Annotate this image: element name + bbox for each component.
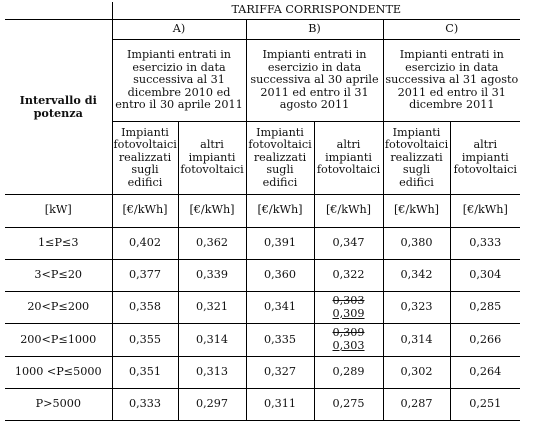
tariff-c2: 0,285 bbox=[450, 292, 520, 324]
power-range: 1≤P≤3 bbox=[5, 227, 112, 259]
tariff-c2: 0,304 bbox=[450, 259, 520, 291]
group-b-description: Impianti entrati in esercizio in data successiva al 30 aprile 2011 ed entro il 31 agosto 2011 bbox=[246, 39, 383, 121]
tariff-b2: 0,289 bbox=[314, 356, 383, 388]
group-letter-row bbox=[5, 19, 520, 39]
tariff-b2: 0,275 bbox=[314, 388, 383, 420]
tariff-b2: 0,347 bbox=[314, 227, 383, 259]
table-row bbox=[5, 324, 520, 356]
tariff-b2-struck-value: 0,309 bbox=[332, 326, 365, 340]
tariff-a2: 0,339 bbox=[178, 259, 246, 291]
group-c-letter: C) bbox=[383, 19, 520, 39]
tariff-a1: 0,358 bbox=[112, 292, 178, 324]
tariff-a1: 0,333 bbox=[112, 388, 178, 420]
tariff-c1: 0,342 bbox=[383, 259, 450, 291]
unit-b2: [€/kWh] bbox=[314, 194, 383, 227]
tariff-b2-amended bbox=[314, 324, 383, 356]
tariff-a1: 0,377 bbox=[112, 259, 178, 291]
power-interval-header-text: Intervallo di potenza bbox=[19, 93, 97, 120]
tariff-table bbox=[5, 2, 520, 421]
tariff-c2: 0,266 bbox=[450, 324, 520, 356]
power-range: P>5000 bbox=[5, 388, 112, 420]
group-c-sub-buildings: Impianti fotovoltaici realizzati sugli edifici bbox=[383, 122, 450, 194]
tariff-b2: 0,322 bbox=[314, 259, 383, 291]
table-title: TARIFFA CORRISPONDENTE bbox=[112, 2, 520, 19]
tariff-c1: 0,287 bbox=[383, 388, 450, 420]
tariff-a1: 0,402 bbox=[112, 227, 178, 259]
tariff-c1: 0,323 bbox=[383, 292, 450, 324]
power-range: 1000 <P≤5000 bbox=[5, 356, 112, 388]
power-range: 3<P≤20 bbox=[5, 259, 112, 291]
group-a-description: Impianti entrati in esercizio in data successiva al 31 dicembre 2010 ed entro il 30 aprile 2011 bbox=[112, 39, 246, 121]
unit-c1: [€/kWh] bbox=[383, 194, 450, 227]
tariff-c2: 0,264 bbox=[450, 356, 520, 388]
tariff-b1: 0,360 bbox=[246, 259, 314, 291]
table-row bbox=[5, 388, 520, 420]
group-a-letter: A) bbox=[112, 19, 246, 39]
tariff-a2: 0,313 bbox=[178, 356, 246, 388]
tariff-c1: 0,380 bbox=[383, 227, 450, 259]
tariff-b2-amended bbox=[314, 292, 383, 324]
unit-c2: [€/kWh] bbox=[450, 194, 520, 227]
tariff-c2: 0,251 bbox=[450, 388, 520, 420]
tariff-b2-struck-value: 0,303 bbox=[332, 294, 365, 308]
tariff-b2-new-value: 0,303 bbox=[332, 338, 365, 352]
table-row bbox=[5, 227, 520, 259]
table-row bbox=[5, 259, 520, 291]
tariff-b1: 0,391 bbox=[246, 227, 314, 259]
group-a-sub-buildings: Impianti fotovoltaici realizzati sugli edifici bbox=[112, 122, 178, 194]
table-row bbox=[5, 356, 520, 388]
tariff-a2: 0,362 bbox=[178, 227, 246, 259]
tariff-a2: 0,321 bbox=[178, 292, 246, 324]
tariff-b1: 0,327 bbox=[246, 356, 314, 388]
tariff-b2-new-value: 0,309 bbox=[332, 306, 365, 320]
tariff-c2: 0,333 bbox=[450, 227, 520, 259]
group-c-description: Impianti entrati in esercizio in data successiva al 31 agosto 2011 ed entro il 31 dicembre 2011 bbox=[383, 39, 520, 121]
group-b-letter: B) bbox=[246, 19, 383, 39]
power-range: 20<P≤200 bbox=[5, 292, 112, 324]
unit-a2: [€/kWh] bbox=[178, 194, 246, 227]
power-range: 200<P≤1000 bbox=[5, 324, 112, 356]
group-b-sub-buildings: Impianti fotovoltaici realizzati sugli edifici bbox=[246, 122, 314, 194]
tariff-a1: 0,351 bbox=[112, 356, 178, 388]
tariff-c1: 0,302 bbox=[383, 356, 450, 388]
empty-corner-top bbox=[5, 2, 112, 19]
group-a-sub-other: altri impianti fotovoltaici bbox=[178, 122, 246, 194]
tariff-a2: 0,297 bbox=[178, 388, 246, 420]
tariff-a1: 0,355 bbox=[112, 324, 178, 356]
tariff-b1: 0,341 bbox=[246, 292, 314, 324]
tariff-b1: 0,311 bbox=[246, 388, 314, 420]
title-row bbox=[5, 2, 520, 19]
table-row bbox=[5, 292, 520, 324]
group-b-sub-other: altri impianti fotovoltaici bbox=[314, 122, 383, 194]
group-c-sub-other: altri impianti fotovoltaici bbox=[450, 122, 520, 194]
unit-a1: [€/kWh] bbox=[112, 194, 178, 227]
power-unit: [kW] bbox=[5, 194, 112, 227]
tariff-c1: 0,314 bbox=[383, 324, 450, 356]
unit-b1: [€/kWh] bbox=[246, 194, 314, 227]
tariff-b1: 0,335 bbox=[246, 324, 314, 356]
tariff-a2: 0,314 bbox=[178, 324, 246, 356]
power-interval-header bbox=[5, 19, 112, 194]
unit-row bbox=[5, 194, 520, 227]
